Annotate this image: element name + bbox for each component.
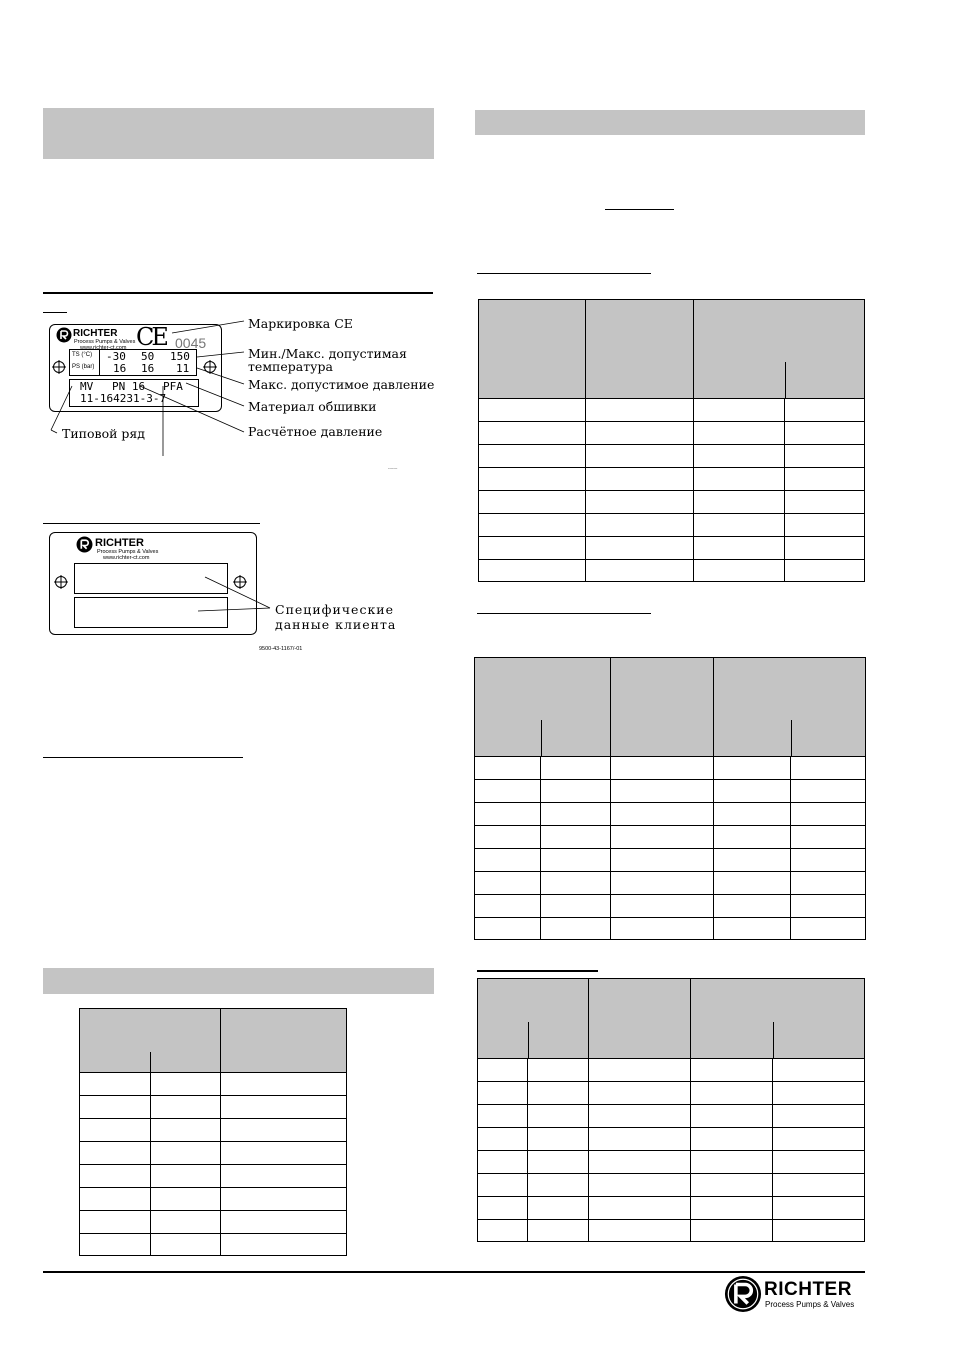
drawing-ref-1: -------: [388, 465, 398, 470]
table-left: [79, 1008, 347, 1256]
plate2-brand: RICHTER: [95, 537, 144, 549]
plate-website: www.richter-ct.com: [80, 345, 127, 351]
ts-mid: 50: [141, 350, 155, 363]
plate-brand: RICHTER: [73, 328, 118, 339]
table-right-2: [474, 657, 866, 940]
caption-underline-3: [43, 757, 243, 758]
section-header-right-top: [475, 110, 865, 135]
ce-mark: CE: [136, 323, 166, 351]
caption-underline-4: [605, 209, 674, 210]
pressure-rating: PN 16: [112, 380, 146, 393]
lining-code: PFA: [163, 380, 183, 393]
leader-lines-2: [0, 0, 450, 660]
annotation-temperature-2: температура: [248, 359, 333, 374]
footer-brand-sub: Process Pumps & Valves: [765, 1300, 855, 1309]
serial-number: 11-164231-3-7: [80, 392, 167, 405]
ps-min: 16: [113, 362, 127, 375]
plate2-website: www.richter-ct.com: [103, 555, 150, 561]
annotation-type-series: Типовой ряд: [62, 426, 145, 441]
notified-body-number: 0045: [175, 335, 207, 351]
annotation-ce-marking: Маркировка CE: [248, 316, 353, 331]
series-code: MV: [80, 380, 94, 393]
caption-underline-6: [477, 613, 651, 614]
ps-max: 11: [176, 362, 190, 375]
plate2-brand-sub: Process Pumps & Valves: [97, 549, 159, 555]
annotation-design-pressure: Расчётное давление: [248, 424, 383, 439]
ts-min: -30: [106, 350, 126, 363]
annotation-temperature-1: Мин./Макс. допустимая: [248, 346, 407, 361]
plate-brand-sub: Process Pumps & Valves: [74, 339, 136, 345]
caption-underline-5: [477, 273, 651, 274]
table-right-1: [478, 299, 865, 582]
drawing-number: 9500-43-1167/-01: [259, 646, 303, 652]
footer-richter-logo-icon: [724, 1275, 762, 1313]
ps-label: PS (bar): [72, 364, 95, 370]
caption-underline-7: [477, 970, 598, 972]
annotation-customer-1: Специфические: [275, 602, 394, 617]
section-header-left-bottom: [43, 968, 434, 994]
table-right-3: [477, 978, 865, 1242]
annotation-customer-2: данные клиента: [275, 617, 397, 632]
footer-brand: RICHTER: [764, 1279, 852, 1300]
annotation-lining: Материал обшивки: [248, 399, 377, 414]
ps-mid: 16: [141, 362, 155, 375]
annotation-max-pressure: Макс. допустимое давление: [248, 377, 435, 392]
ts-label: TS (°C): [72, 352, 93, 358]
ts-max: 150: [170, 350, 190, 363]
footer-divider: [43, 1271, 865, 1273]
